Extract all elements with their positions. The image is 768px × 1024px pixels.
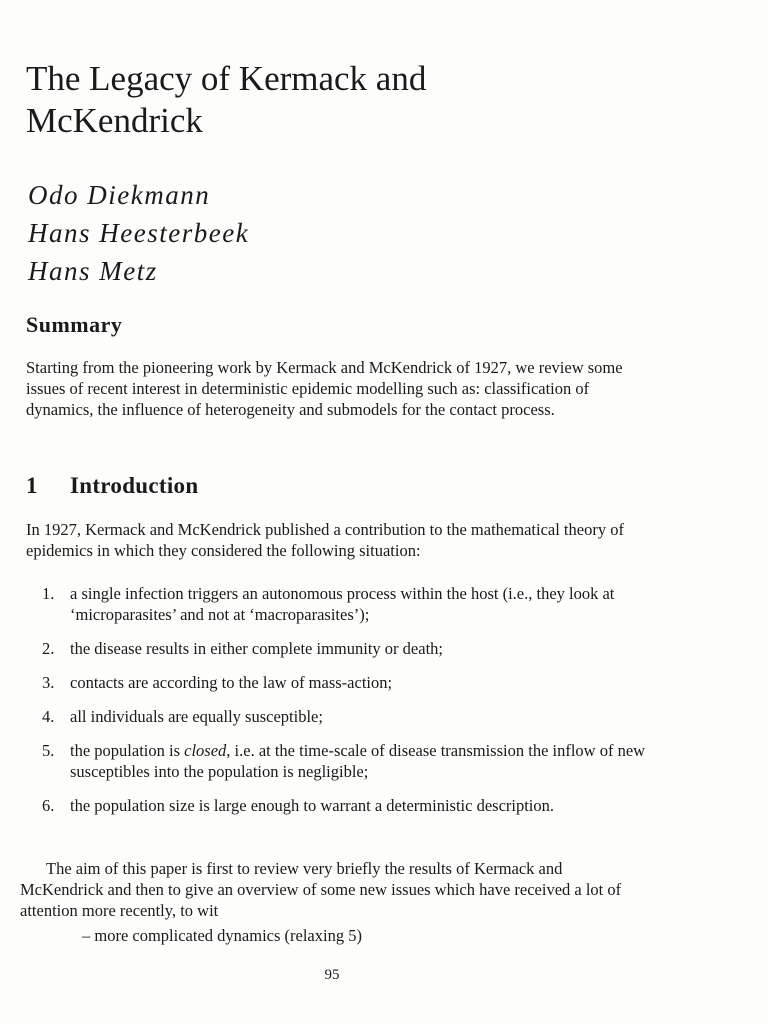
summary-heading: Summary: [26, 312, 123, 337]
list-marker: 3.: [42, 673, 55, 692]
list-item-text: the population size is large enough to warrant a deterministic description.: [70, 796, 555, 815]
author-name: Hans Heesterbeek: [28, 218, 250, 248]
page-number: 95: [324, 967, 340, 983]
author-name: Hans Metz: [28, 256, 158, 286]
list-marker: 4.: [42, 707, 55, 726]
list-item-text: contacts are according to the law of mass-action;: [70, 673, 393, 692]
list-marker: 1.: [42, 584, 55, 603]
section-heading-introduction: [26, 473, 198, 499]
list-item-text-before: the population is: [70, 741, 185, 760]
assumption-list: [26, 583, 656, 829]
list-item: [26, 672, 656, 693]
list-item-text-after: , i.e. at the time-scale of disease transmission the inflow of new susceptibles into the population is negligible;: [70, 741, 646, 781]
list-marker: 2.: [42, 639, 55, 658]
section-number: 1: [26, 473, 38, 498]
list-item-text: a single infection triggers an autonomous process within the host (i.e., they look at ‘microparasites’ and not at ‘macroparasites’);: [70, 584, 615, 624]
author-list: [28, 176, 249, 290]
paper-title: [26, 58, 726, 142]
list-item: [26, 795, 656, 816]
list-item-emphasis: closed: [184, 741, 227, 760]
list-item: [26, 740, 656, 782]
list-item: [26, 706, 656, 727]
aim-paragraph: The aim of this paper is first to review very briefly the results of Kermack and McKendrick and then to give an overview of some new issues which have received a lot of attention more recently, to wit: [20, 859, 622, 920]
list-item: [26, 638, 656, 659]
dash-list-item: – more complicated dynamics (relaxing 5): [82, 926, 362, 945]
list-item-text: all individuals are equally susceptible;: [70, 707, 323, 726]
list-item: [26, 583, 656, 625]
intro-paragraph: In 1927, Kermack and McKendrick published a contribution to the mathematical theory of epidemics in which they considered the following situation:: [26, 520, 624, 560]
section-title: Introduction: [70, 473, 199, 498]
author-name: Odo Diekmann: [28, 180, 211, 210]
list-item-text: the disease results in either complete immunity or death;: [70, 639, 443, 658]
summary-paragraph: Starting from the pioneering work by Kermack and McKendrick of 1927, we review some issues of recent interest in deterministic epidemic modelling such as: classification of dynamics, the influence of heterogeneity and submodels for the contact process.: [26, 358, 623, 419]
list-marker: 5.: [42, 741, 55, 760]
title-line-1: The Legacy of Kermack and: [26, 59, 427, 98]
title-line-2: McKendrick: [26, 101, 203, 140]
list-marker: 6.: [42, 796, 55, 815]
